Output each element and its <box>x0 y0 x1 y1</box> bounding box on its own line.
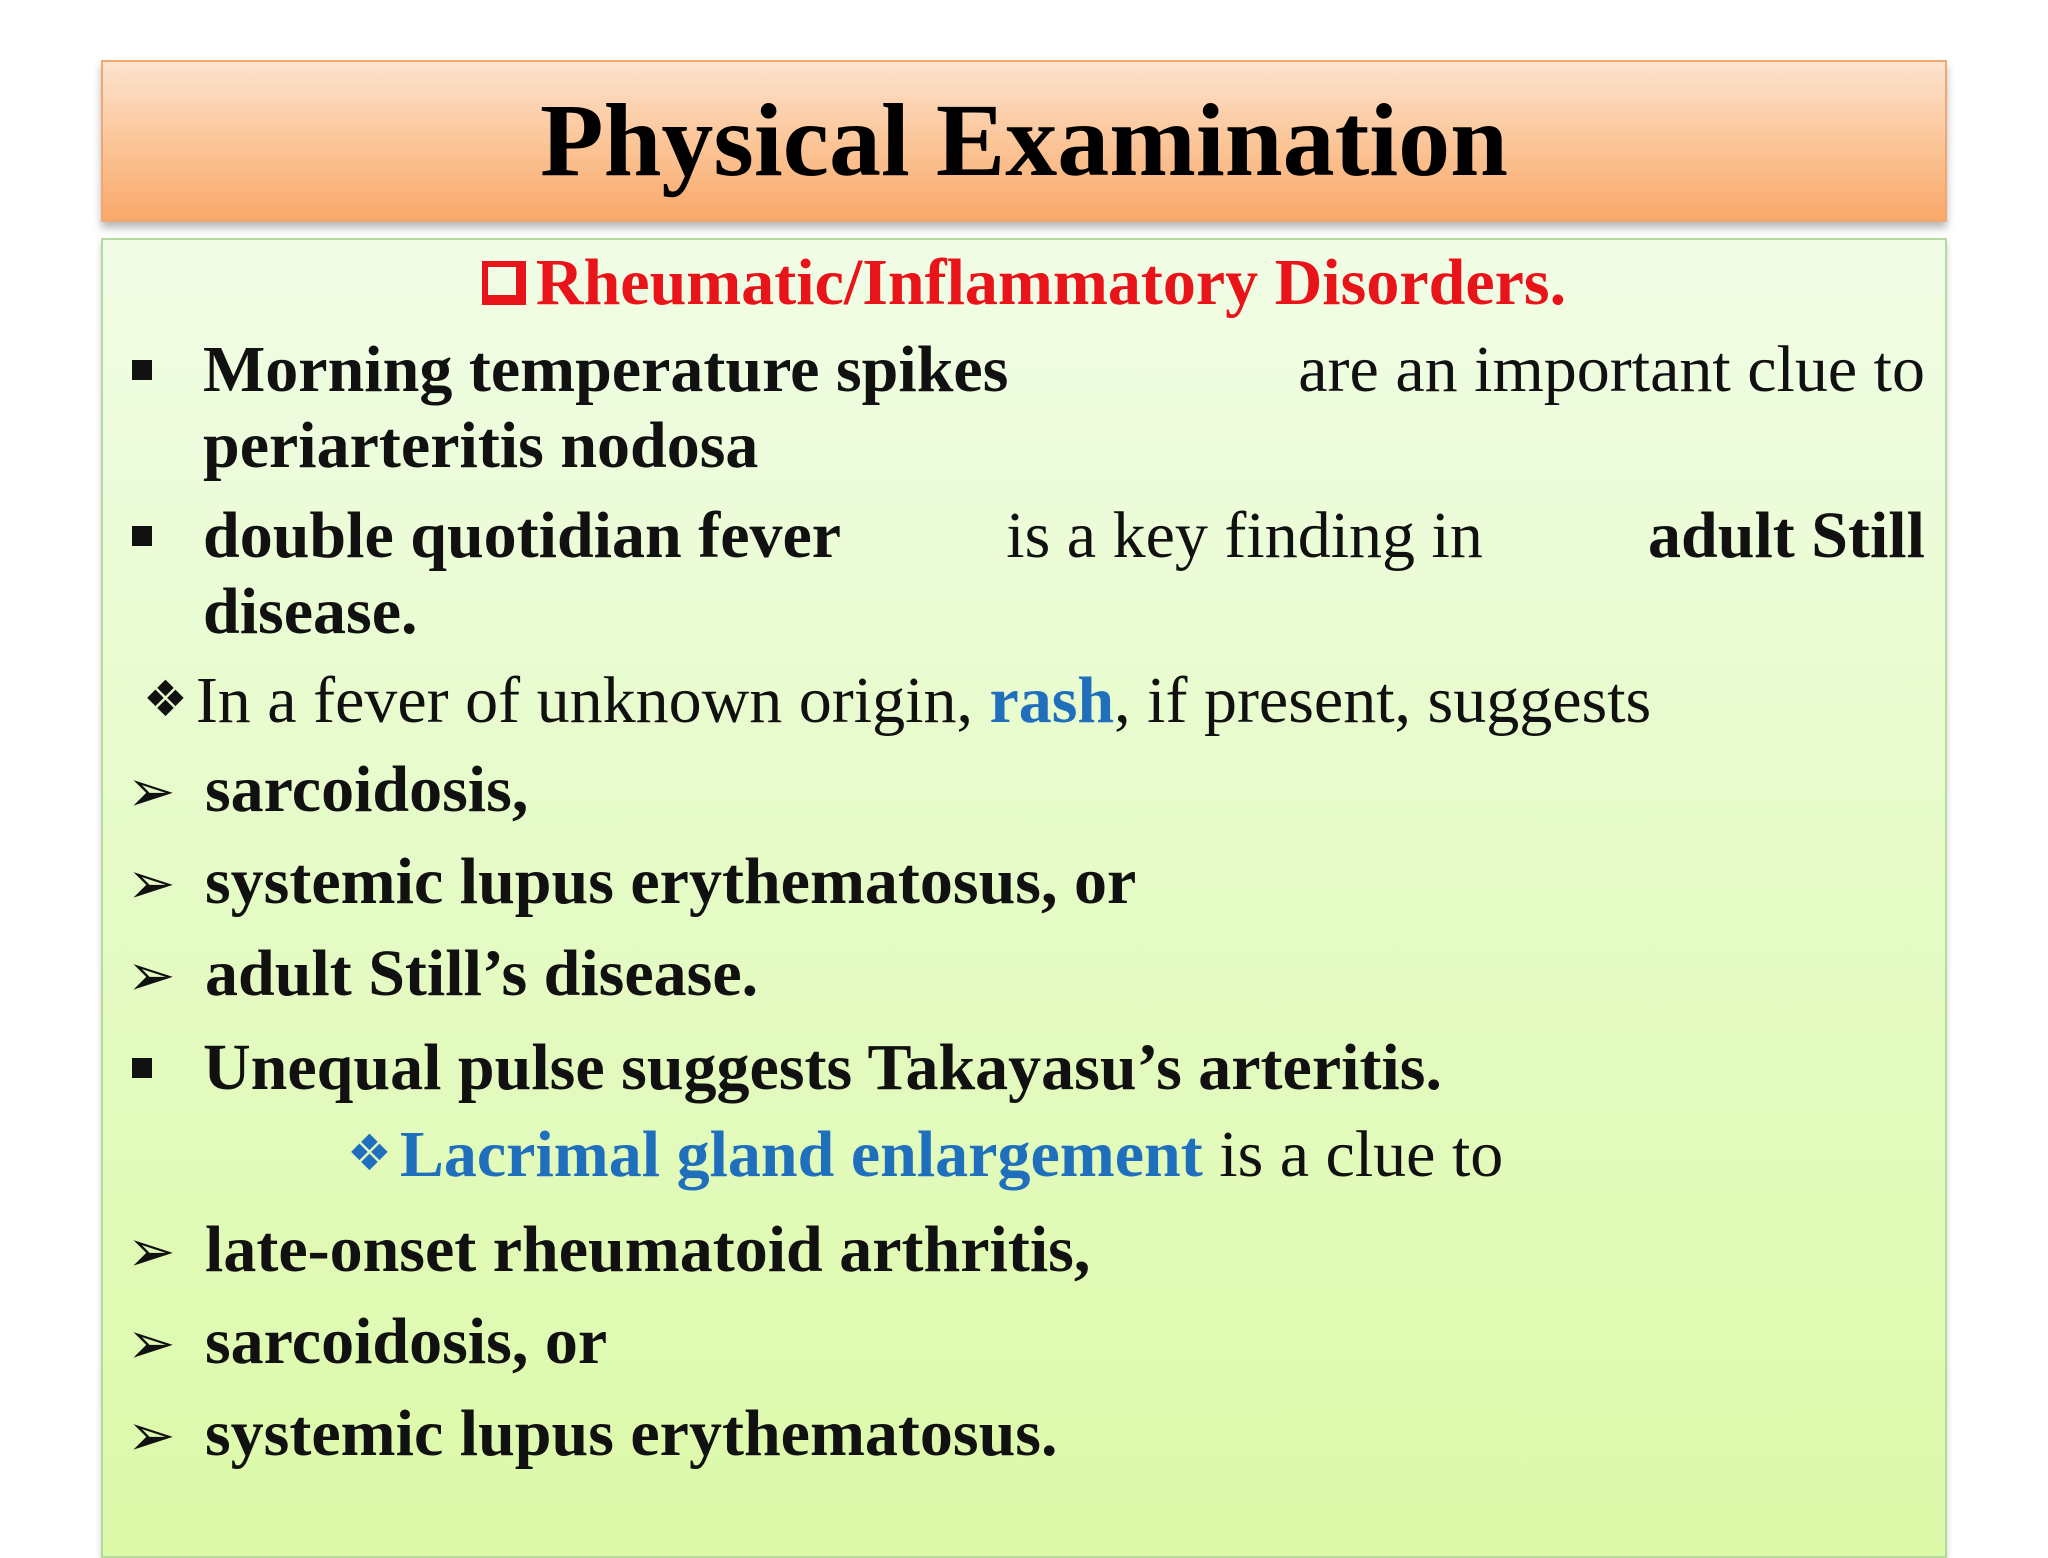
four-diamond-icon: ❖ <box>143 670 188 728</box>
list-item-text: adult Still’s disease. <box>205 937 759 1010</box>
list-item <box>127 1396 1058 1472</box>
list-item <box>127 1212 1090 1288</box>
list-item <box>127 844 1136 920</box>
rash-note-prefix: In a fever of unknown origin, <box>195 664 973 737</box>
list-item <box>127 936 758 1012</box>
list-item <box>127 1304 607 1380</box>
bullet-text-bold: disease. <box>203 575 418 648</box>
bullet-text-bold: periarteritis nodosa <box>203 409 759 482</box>
four-diamond-icon: ❖ <box>347 1124 392 1182</box>
slide-title: Physical Examination <box>540 83 1508 198</box>
bullet-text-bold: double quotidian fever <box>203 499 842 572</box>
list-item-text: late-onset rheumatoid arthritis, <box>205 1213 1091 1286</box>
list-item-text: sarcoidosis, <box>205 753 529 826</box>
rash-note-suffix: , if present, suggests <box>1114 664 1652 737</box>
list-item-text: sarcoidosis, or <box>205 1305 608 1378</box>
bullet-double-quotidian-line1 <box>203 498 1925 574</box>
lacrimal-note <box>347 1118 1945 1192</box>
section-heading-text: Rheumatic/Inflammatory Disorders. <box>535 246 1567 319</box>
bullet-unequal-pulse <box>203 1030 1925 1106</box>
section-heading <box>103 246 1945 320</box>
arrowhead-icon: ➢ <box>127 1309 176 1377</box>
title-bar <box>101 60 1947 222</box>
content-box <box>101 238 1947 1558</box>
arrowhead-icon: ➢ <box>127 757 176 825</box>
list-item <box>127 752 528 828</box>
bullet-text-bold: Morning temperature spikes <box>203 333 1009 406</box>
arrowhead-icon: ➢ <box>127 1401 176 1469</box>
bullet-morning-spikes-line1 <box>203 332 1925 408</box>
list-item-text: systemic lupus erythematosus, or <box>205 845 1137 918</box>
bullet-text-bold: Unequal pulse suggests Takayasu’s arteritis. <box>203 1031 1442 1104</box>
bullet-text-bold: adult Still <box>1648 499 1925 572</box>
rash-highlight: rash <box>989 664 1115 737</box>
arrowhead-icon: ➢ <box>127 941 176 1009</box>
bullet-double-quotidian <box>203 498 1925 650</box>
rash-note <box>143 664 1945 738</box>
list-item-text: systemic lupus erythematosus. <box>205 1397 1058 1470</box>
square-bullet-icon <box>132 1058 152 1078</box>
bullet-text: is a key finding in <box>1006 499 1483 572</box>
square-bullet-icon <box>132 526 152 546</box>
lacrimal-note-suffix: is a clue to <box>1219 1118 1504 1191</box>
bullet-morning-spikes <box>203 332 1925 484</box>
lacrimal-highlight: Lacrimal gland enlargement <box>399 1118 1203 1191</box>
arrowhead-icon: ➢ <box>127 1217 176 1285</box>
arrowhead-icon: ➢ <box>127 849 176 917</box>
bullet-text: are an important clue to <box>1298 333 1925 406</box>
square-bullet-icon <box>132 360 152 380</box>
hollow-square-icon <box>482 261 526 305</box>
